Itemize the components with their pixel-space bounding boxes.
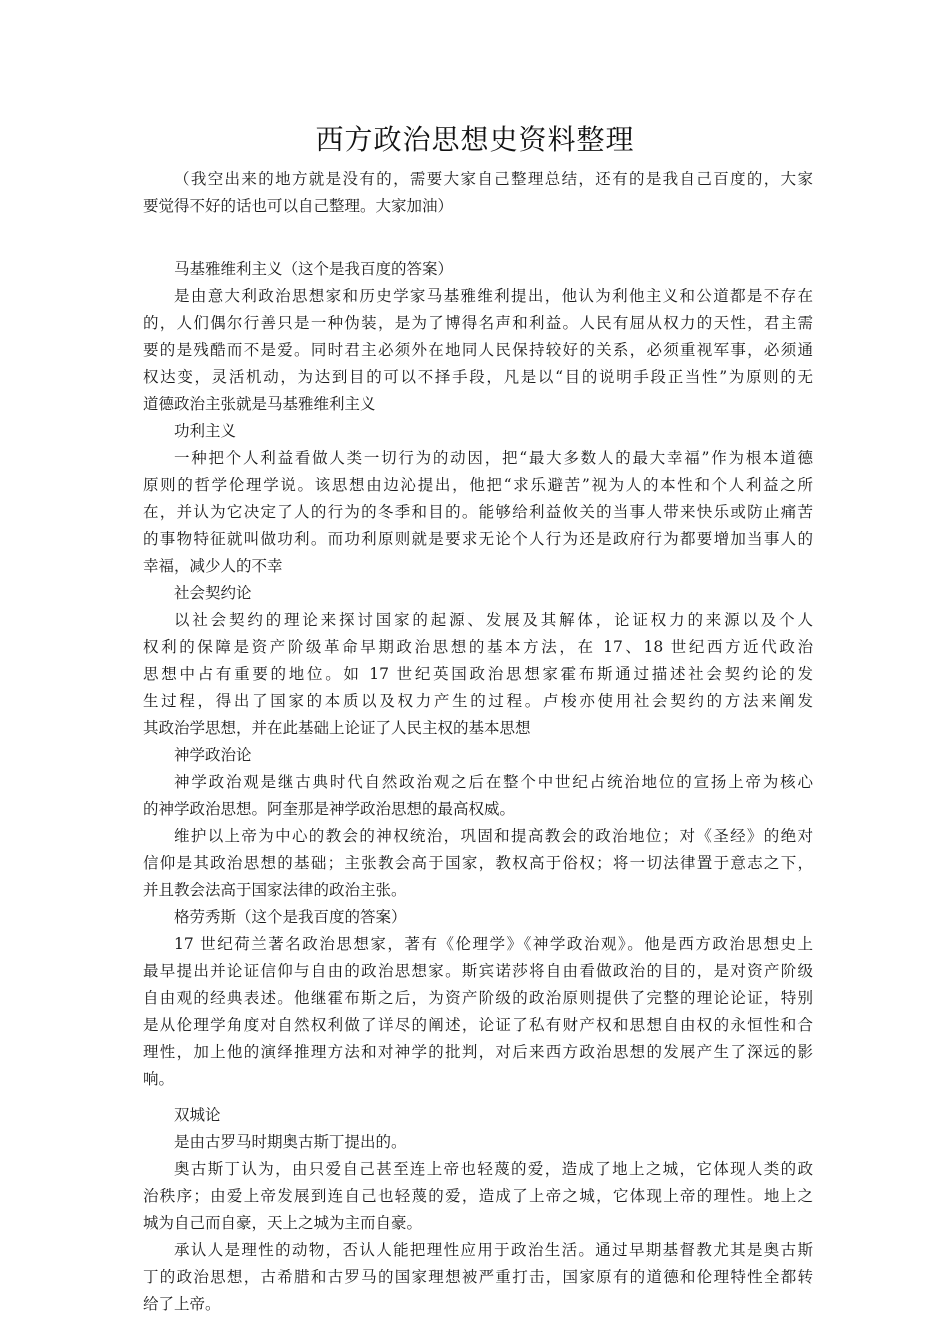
paragraph-line: 丁的政治思想，古希腊和古罗马的国家理想被严重打击，国家原有的道德和伦理特性全都转 [143, 1268, 813, 1286]
paragraph-line: 治秩序；由爱上帝发展到连自己也轻蔑的爱，造成了上帝之城，它体现上帝的理性。地上之 [143, 1187, 813, 1205]
intro-line: （我空出来的地方就是没有的，需要大家自己整理总结，还有的是我自己百度的，大家 [174, 170, 813, 188]
spacer [143, 1093, 813, 1102]
paragraph-line: 幸福，减少人的不幸 [143, 557, 283, 575]
paragraph-line: 响。 [143, 1070, 175, 1088]
spacer [143, 220, 813, 247]
paragraph-line: 奥古斯丁认为，由只爱自己甚至连上帝也轻蔑的爱，造成了地上之城，它体现人类的政 [174, 1160, 813, 1178]
document-title: 西方政治思想史资料整理 [315, 123, 635, 156]
paragraph-line: 原则的哲学伦理学说。该思想由边沁提出，他把“求乐避苦”视为人的本性和个人利益之所 [143, 476, 813, 494]
section-heading-utilitarianism: 功利主义 [174, 422, 237, 440]
paragraph-line: 道德政治主张就是马基雅维利主义 [143, 395, 376, 413]
section-heading-grotius: 格劳秀斯（这个是我百度的答案） [174, 908, 407, 926]
paragraph-line: 信仰是其政治思想的基础；主张教会高于国家，教权高于俗权；将一切法律置于意志之下， [143, 854, 813, 872]
section-heading-social-contract: 社会契约论 [174, 584, 252, 602]
paragraph-line: 城为自己而自豪，天上之城为主而自豪。 [143, 1214, 423, 1232]
section-heading-two-cities: 双城论 [174, 1106, 221, 1124]
paragraph-line: 是由古罗马时期奥古斯丁提出的。 [174, 1133, 407, 1151]
document-body [143, 166, 813, 1318]
paragraph-line: 给了上帝。 [143, 1295, 221, 1313]
paragraph-line: 以社会契约的理论来探讨国家的起源、发展及其解体，论证权力的来源以及个人 [174, 611, 813, 629]
paragraph-line: 维护以上帝为中心的教会的神权统治，巩固和提高教会的政治地位；对《圣经》的绝对 [174, 827, 813, 845]
section-heading-theological-politics: 神学政治论 [174, 746, 252, 764]
paragraph-line: 权利的保障是资产阶级革命早期政治思想的基本方法，在 17、18 世纪西方近代政治 [143, 638, 813, 656]
paragraph-line: 是由意大利政治思想家和历史学家马基雅维利提出，他认为利他主义和公道都是不存在 [174, 287, 813, 305]
paragraph-line: 神学政治观是继古典时代自然政治观之后在整个中世纪占统治地位的宣扬上帝为核心 [174, 773, 813, 791]
paragraph-line: 承认人是理性的动物，否认人能把理性应用于政治生活。通过早期基督教尤其是奥古斯 [174, 1241, 813, 1259]
intro-line: 要觉得不好的话也可以自己整理。大家加油） [143, 197, 454, 215]
paragraph-line: 17 世纪荷兰著名政治思想家，著有《伦理学》《神学政治观》。他是西方政治思想史上 [174, 935, 813, 953]
section-heading-machiavellianism: 马基雅维利主义（这个是我百度的答案） [174, 260, 454, 278]
paragraph-line: 权达变，灵活机动，为达到目的可以不择手段，凡是以“目的说明手段正当性”为原则的无 [143, 368, 813, 386]
paragraph-line: 的，人们偶尔行善只是一种伪装，是为了博得名声和利益。人民有屈从权力的天性，君主需 [143, 314, 813, 332]
paragraph-line: 并且教会法高于国家法律的政治主张。 [143, 881, 407, 899]
paragraph-line: 是从伦理学角度对自然权利做了详尽的阐述，论证了私有财产权和思想自由权的永恒性和合 [143, 1016, 813, 1034]
paragraph-line: 在，并认为它决定了人的行为的冬季和目的。能够给利益攸关的当事人带来快乐或防止痛苦 [143, 503, 813, 521]
paragraph-line: 的神学政治思想。阿奎那是神学政治思想的最高权威。 [143, 800, 516, 818]
paragraph-line: 理性，加上他的演绎推理方法和对神学的批判，对后来西方政治思想的发展产生了深远的影 [143, 1043, 813, 1061]
paragraph-line: 最早提出并论证信仰与自由的政治思想家。斯宾诺莎将自由看做政治的目的，是对资产阶级 [143, 962, 813, 980]
paragraph-line: 的事物特征就叫做功利。而功利原则就是要求无论个人行为还是政府行为都要增加当事人的 [143, 530, 813, 548]
paragraph-line: 思想中占有重要的地位。如 17 世纪英国政治思想家霍布斯通过描述社会契约论的发 [143, 665, 813, 683]
paragraph-line: 自由观的经典表述。他继霍布斯之后，为资产阶级的政治原则提供了完整的理论论证，特别 [143, 989, 813, 1007]
paragraph-line: 生过程，得出了国家的本质以及权力产生的过程。卢梭亦使用社会契约的方法来阐发 [143, 692, 813, 710]
spacer [143, 247, 813, 256]
paragraph-line: 其政治学思想，并在此基础上论证了人民主权的基本思想 [143, 719, 531, 737]
paragraph-line: 一种把个人利益看做人类一切行为的动因，把“最大多数人的最大幸福”作为根本道德 [174, 449, 813, 467]
paragraph-line: 要的是残酷而不是爱。同时君主必须外在地同人民保持较好的关系，必须重视军事，必须通 [143, 341, 813, 359]
